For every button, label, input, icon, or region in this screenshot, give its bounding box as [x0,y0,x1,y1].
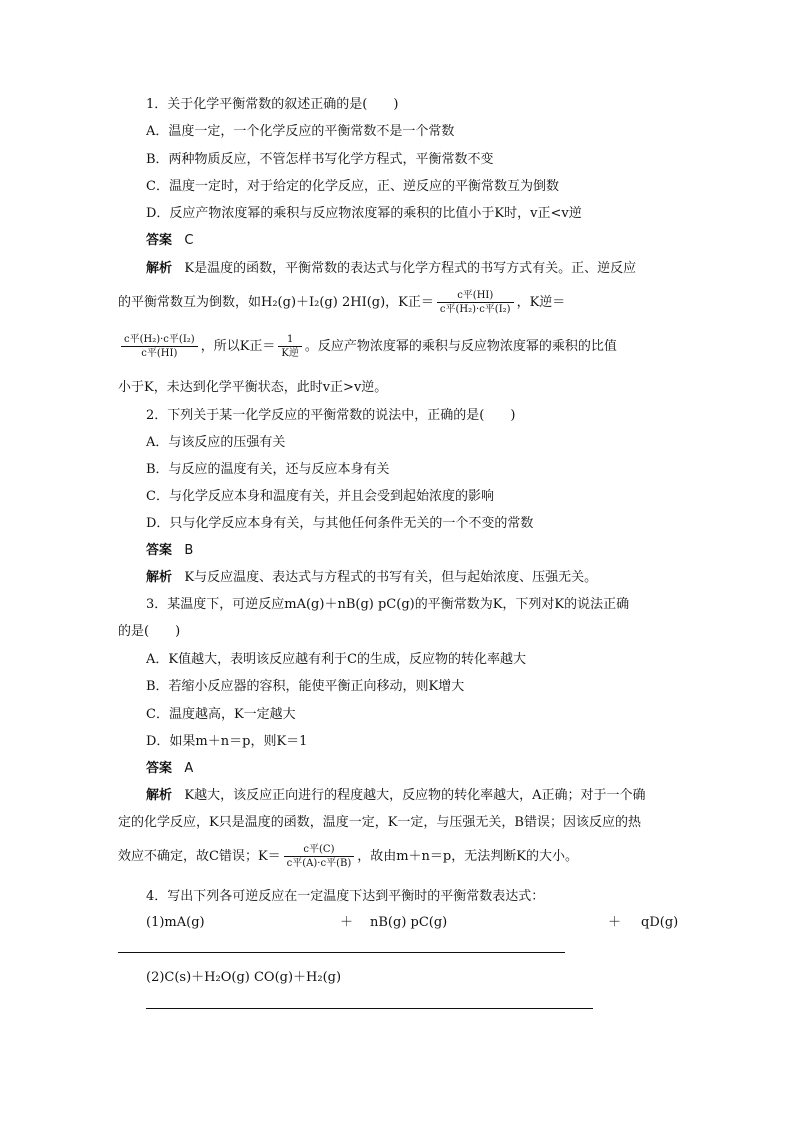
q2-answer [146,542,193,560]
q1-analysis-line3 [118,330,617,364]
q4-item1-part2: nB(g) pC(g) [370,915,448,930]
answer-label: 答案 [146,543,173,558]
q2-option-d: D．只与化学反应本身有关，与其他任何条件无关的一个不变的常数 [146,516,534,531]
q3-analysis-line1 [146,787,646,805]
q3-analysis-line2: 定的化学反应，K只是温度的函数，温度一定，K一定，与压强无关，B错误；因该反应的热 [118,815,641,830]
q4-stem: 4．写出下列各可逆反应在一定温度下达到平衡时的平衡常数表达式： [146,889,545,904]
q2-option-b: B．与反应的温度有关，还与反应本身有关 [146,462,390,477]
analysis-label: 解析 [146,788,173,803]
k-expression-fraction [284,843,355,870]
answer-blank-line-1[interactable] [118,952,565,953]
fraction-numerator: c平(HI) [437,289,514,303]
q4-item2: (2)C(s)＋H₂O(g) CO(g)＋H₂(g) [146,970,342,985]
answer-blank-line-2[interactable] [146,1008,593,1009]
q3-stem-line2: 的是( ) [118,624,181,639]
q2-analysis [146,569,597,587]
q1-option-a: A．温度一定，一个化学反应的平衡常数不是一个常数 [146,124,455,139]
q1-analysis-line1 [146,260,636,278]
q3-analysis-line3 [118,840,578,874]
answer-value: C [184,233,194,248]
fraction-numerator: 1 [278,333,301,347]
analysis-text: K是温度的函数，平衡常数的表达式与化学方程式的书写方式有关。正、逆反应 [184,261,637,276]
fraction-denominator: K逆 [281,348,299,359]
k-forward-fraction [437,289,514,316]
fraction-numerator: c平(C) [284,843,355,857]
q3-stem-line1: 3．某温度下，可逆反应mA(g)＋nB(g) pC(g)的平衡常数为K，下列对K的说法正确 [146,597,630,612]
answer-value: B [184,543,194,558]
fraction-numerator: c平(H₂)·c平(I₂) [121,333,198,347]
answer-label: 答案 [146,761,173,776]
answer-value: A [184,761,194,776]
q1-analysis-line4: 小于K，未达到化学平衡状态，此时v正>v逆。 [118,380,388,395]
q4-item1-plus2: ＋ [608,915,622,930]
analysis-text: ，所以K正＝ [200,339,276,354]
q3-option-c: C．温度越高，K一定越大 [146,707,296,722]
q1-option-c: C．温度一定时，对于给定的化学反应，正、逆反应的平衡常数互为倒数 [146,179,559,194]
q4-item1-plus1: ＋ [340,915,354,930]
fraction-denominator: c平(H₂)·c平(I₂) [439,304,511,315]
q1-stem: 1．关于化学平衡常数的叙述正确的是( ) [146,97,399,112]
analysis-label: 解析 [146,570,173,585]
q1-option-b: B．两种物质反应，不管怎样书写化学方程式，平衡常数不变 [146,152,494,167]
analysis-text: 。反应产物浓度幂的乘积与反应物浓度幂的乘积的比值 [304,339,617,354]
q1-analysis-line2 [118,286,565,320]
analysis-text: ，故由m＋n＝p，无法判断K的大小。 [357,849,578,864]
analysis-text: K越大，该反应正向进行的程度越大，反应物的转化率越大，A正确；对于一个确 [184,788,646,803]
fraction-denominator: c平(HI) [141,348,178,359]
q3-answer [146,760,193,778]
q3-option-d: D．如果m＋n＝p，则K＝1 [146,734,308,749]
fraction-denominator: c平(A)·c平(B) [286,858,352,869]
q2-option-a: A．与该反应的压强有关 [146,435,286,450]
reciprocal-fraction [278,333,301,360]
q3-option-b: B．若缩小反应器的容积，能使平衡正向移动，则K增大 [146,679,465,694]
k-reverse-fraction [121,333,198,360]
q1-option-d: D．反应产物浓度幂的乘积与反应物浓度幂的乘积的比值小于K时，v正<v逆 [146,206,582,221]
analysis-text: ，K逆＝ [516,295,566,310]
analysis-label: 解析 [146,261,173,276]
q1-answer [146,232,194,250]
q2-stem: 2．下列关于某一化学反应的平衡常数的说法中，正确的是( ) [146,408,516,423]
analysis-text: 的平衡常数互为倒数，如H₂(g)＋I₂(g) 2HI(g)，K正＝ [118,295,434,310]
q3-option-a: A．K值越大，表明该反应越有利于C的生成，反应物的转化率越大 [146,652,527,667]
answer-label: 答案 [146,233,173,248]
q4-item1-part1: (1)mA(g) [146,915,205,930]
analysis-text: 效应不确定，故C错误；K＝ [118,849,281,864]
q2-option-c: C．与化学反应本身和温度有关，并且会受到起始浓度的影响 [146,489,494,504]
q4-item1-part3: qD(g) [641,915,679,930]
analysis-text: K与反应温度、表达式与方程式的书写有关，但与起始浓度、压强无关。 [184,570,598,585]
